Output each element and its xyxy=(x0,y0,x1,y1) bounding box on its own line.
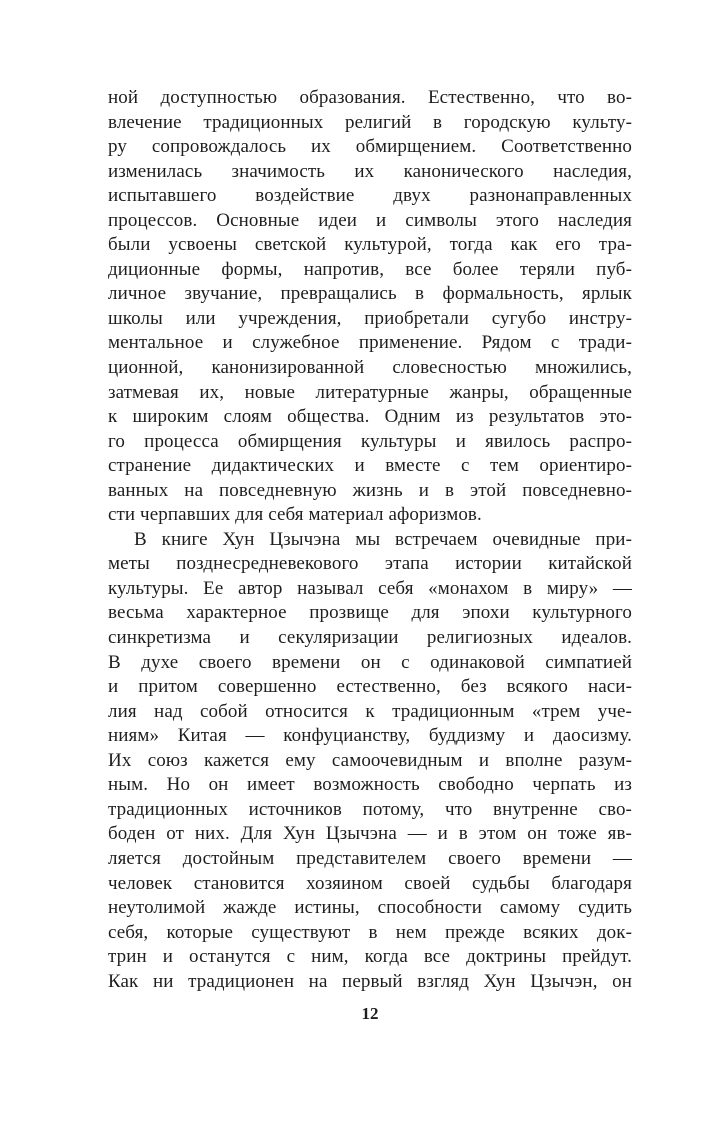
text-line: были усвоены светской культурой, тогда как его тра- xyxy=(108,234,632,256)
text-line: сти черпавших для себя материал афоризмов. xyxy=(108,504,482,526)
text-line: ниям» Китая — конфуцианству, буддизму и даосизму. xyxy=(108,725,632,747)
text-line: диционные формы, напротив, все более теряли пуб- xyxy=(108,258,632,280)
text-line: влечение традиционных религий в городскую культу- xyxy=(108,111,632,133)
text-line: меты позднесредневекового этапа истории китайской xyxy=(108,553,632,575)
text-line: человек становится хозяином своей судьбы благодаря xyxy=(108,872,632,894)
text-line: неутолимой жажде истины, способности самому судить xyxy=(108,897,632,919)
text-line: изменилась значимость их канонического наследия, xyxy=(108,160,632,182)
text-line: испытавшего воздействие двух разнонаправленных xyxy=(108,185,632,207)
text-line: ментальное и служебное применение. Рядом с тради- xyxy=(108,332,632,354)
text-line: ной доступностью образования. Естественно, что во- xyxy=(108,87,632,108)
text-line: ным. Но он имеет возможность свободно черпать из xyxy=(108,774,632,796)
text-line: лия над собой относится к традиционным «трем уче- xyxy=(108,700,632,722)
text-line: ру сопровождалось их обмирщением. Соответственно xyxy=(108,136,632,158)
text-line: школы или учреждения, приобретали сугубо инстру- xyxy=(108,307,632,329)
page-text-block xyxy=(108,86,632,994)
text-line: к широким слоям общества. Одним из результатов это- xyxy=(108,406,632,428)
text-line: традиционных источников потому, что внутренне сво- xyxy=(108,798,632,820)
text-line: Их союз кажется ему самоочевидным и вполне разум- xyxy=(108,749,632,771)
text-line: ванных на повседневную жизнь и в этой повседневно- xyxy=(108,479,632,501)
text-line: процессов. Основные идеи и символы этого наследия xyxy=(108,209,632,231)
text-line: Как ни традиционен на первый взгляд Хун Цзычэн, он xyxy=(108,970,632,992)
text-line: боден от них. Для Хун Цзычэна — и в этом он тоже яв- xyxy=(108,823,632,845)
text-line: В книге Хун Цзычэна мы встречаем очевидные при- xyxy=(134,528,632,550)
text-line: затмевая их, новые литературные жанры, обращенные xyxy=(108,381,632,403)
page-number: 12 xyxy=(361,1004,379,1023)
text-line: ционной, канонизированной словесностью множились, xyxy=(108,357,632,379)
text-line: го процесса обмирщения культуры и явилось распро- xyxy=(108,430,632,452)
text-line: синкретизма и секуляризации религиозных идеалов. xyxy=(108,627,632,649)
text-line: трин и останутся с ним, когда все доктрины прейдут. xyxy=(108,946,632,968)
text-line: странение дидактических и вместе с тем ориентиро- xyxy=(108,455,632,477)
text-line: себя, которые существуют в нем прежде всяких док- xyxy=(108,921,632,943)
text-line: В духе своего времени он с одинаковой симпатией xyxy=(108,651,632,673)
text-line: ляется достойным представителем своего времени — xyxy=(108,847,632,869)
text-line: личное звучание, превращались в формальность, ярлык xyxy=(108,283,632,305)
text-line: и притом совершенно естественно, без всякого наси- xyxy=(108,676,632,698)
text-line: культуры. Ее автор называл себя «монахом в миру» — xyxy=(108,577,632,599)
text-line: весьма характерное прозвище для эпохи культурного xyxy=(108,602,632,624)
